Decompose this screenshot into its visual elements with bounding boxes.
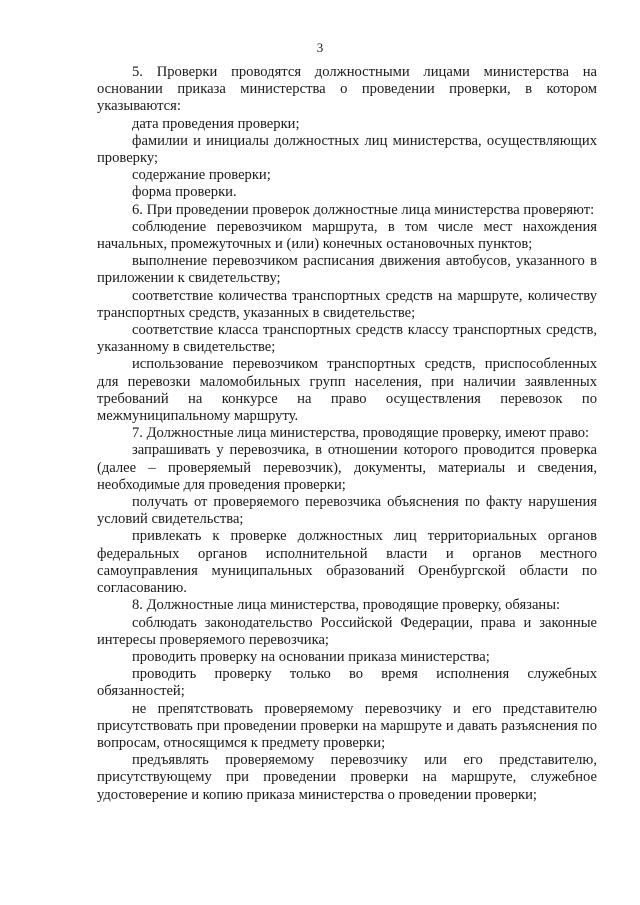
list-item-request-documents: запрашивать у перевозчика, в отношении которого проводится проверка (далее – проверяемый перевозчик), документы, материалы и сведения, необходимые для проведения проверки; <box>97 442 597 493</box>
list-item-explanations: получать от проверяемого перевозчика объяснения по факту нарушения условий свидетельства; <box>97 494 597 528</box>
document-body <box>97 64 597 804</box>
paragraph-6-intro: 6. При проведении проверок должностные лица министерства проверяют: <box>132 201 595 218</box>
list-item-order-basis: проводить проверку на основании приказа министерства; <box>132 648 490 665</box>
list-item-involve-officials: привлекать к проверке должностных лиц территориальных органов федеральных органов исполнительной власти и органов местного самоуправления муниципальных образований Оренбургской области по согласованию. <box>97 528 597 597</box>
list-item-present-credentials: предъявлять проверяемому перевозчику или его представителю, присутствующему при проведении проверки на маршруте, служебное удостоверение и копию приказа министерства о проведении проверки; <box>97 752 597 803</box>
list-item-vehicle-class: соответствие класса транспортных средств классу транспортных средств, указанному в свидетельстве; <box>97 322 597 356</box>
paragraph-8-intro: 8. Должностные лица министерства, проводящие проверку, обязаны: <box>132 597 561 614</box>
paragraph-7-intro: 7. Должностные лица министерства, проводящие проверку, имеют право: <box>132 425 590 442</box>
list-item-form: форма проверки. <box>132 184 237 201</box>
list-item-content: содержание проверки; <box>132 167 271 184</box>
list-item-no-obstruction: не препятствовать проверяемому перевозчику и его представителю присутствовать при проведении проверки на маршруте и давать разъяснения по вопросам, относящимся к предмету проверки; <box>97 700 597 751</box>
list-item-vehicle-count: соответствие количества транспортных средств на маршруте, количеству транспортных средств, указанных в свидетельстве; <box>97 287 597 321</box>
page-number: 3 <box>316 40 324 55</box>
paragraph-5-intro: 5. Проверки проводятся должностными лицами министерства на основании приказа министерства о проведении проверки, в котором указываются: <box>97 64 597 115</box>
list-item-names: фамилии и инициалы должностных лиц министерства, осуществляющих проверку; <box>97 132 597 167</box>
list-item-schedule: выполнение перевозчиком расписания движения автобусов, указанного в приложении к свидетельству; <box>97 253 597 287</box>
list-item-accessible-vehicles: использование перевозчиком транспортных средств, приспособленных для перевозки маломобильных групп населения, при наличии заявленных требований на конкурсе на право осуществления перевозок по межмуниципальному маршруту. <box>97 356 597 425</box>
list-item-comply-law: соблюдать законодательство Российской Федерации, права и законные интересы проверяемого перевозчика; <box>97 614 597 648</box>
list-item-date: дата проведения проверки; <box>132 115 300 132</box>
list-item-working-hours: проводить проверку только во время исполнения служебных обязанностей; <box>97 666 597 700</box>
list-item-route: соблюдение перевозчиком маршрута, в том числе мест нахождения начальных, промежуточных и (или) конечных остановочных пунктов; <box>97 218 597 253</box>
